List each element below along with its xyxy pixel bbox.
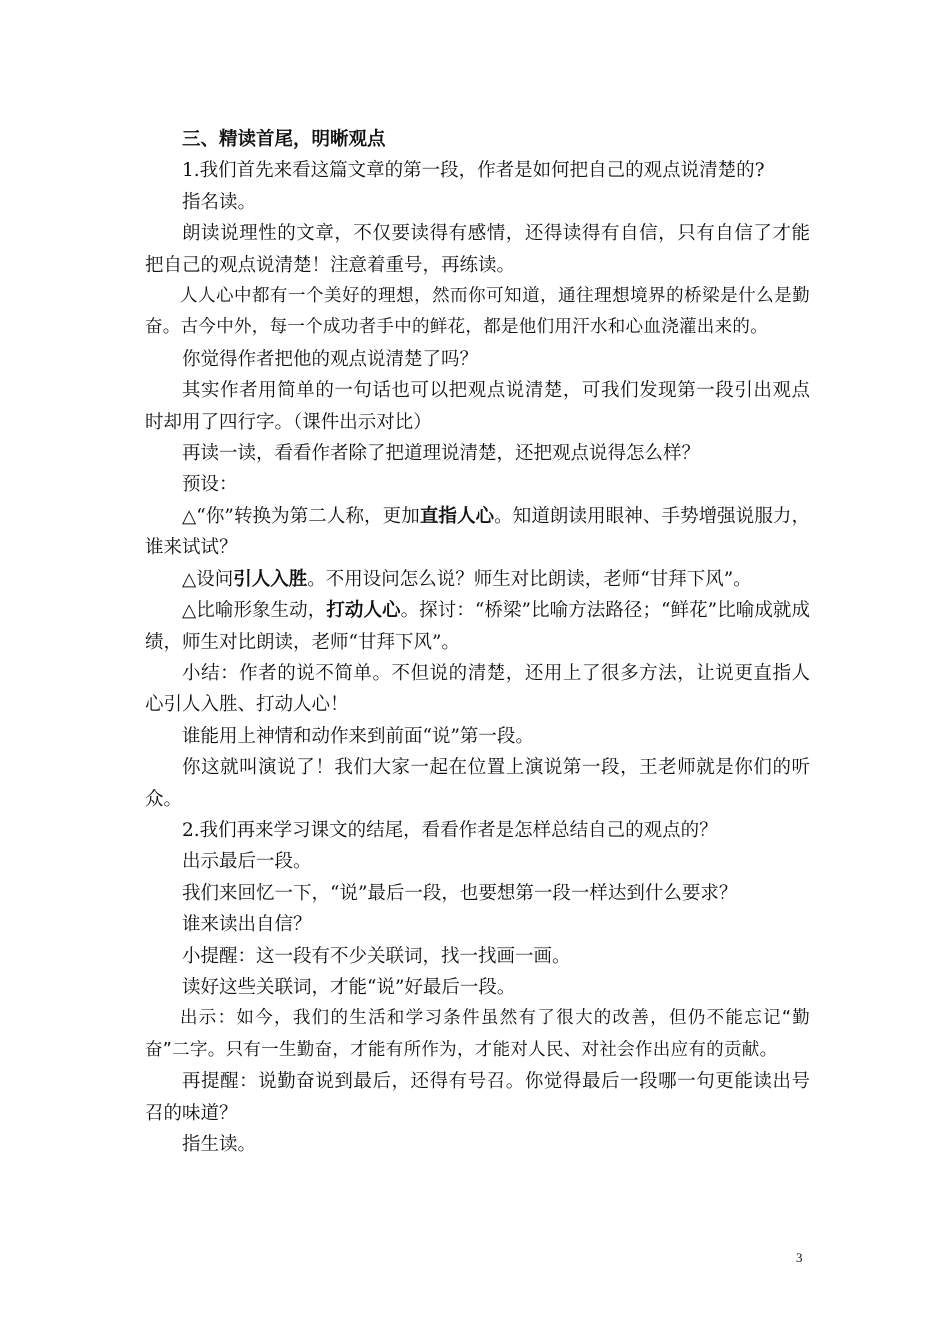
paragraph: 朗读说理性的文章，不仅要读得有感情，还得读得有自信，只有自信了才能把自己的观点说清楚！注意着重号，再练读。 xyxy=(145,223,810,276)
page-body xyxy=(145,124,810,1160)
text-run: 。探讨：“桥梁”比喻方法路径；“鲜花”比喻成就成绩，师生对比朗读，老师“甘拜下风”。 xyxy=(145,600,810,653)
text-run: 。知道朗读用眼神、手势增强说服力，谁来试试？ xyxy=(145,505,810,559)
paragraph: 谁能用上神情和动作来到前面“说”第一段。 xyxy=(182,725,534,747)
section-heading: 三、精读首尾，明晰观点 xyxy=(182,129,386,150)
text-run: 。不用设问怎么说？师生对比朗读，老师“甘拜下风”。 xyxy=(307,568,752,590)
paragraph: 指名读。 xyxy=(182,191,257,213)
paragraph: 再读一读，看看作者除了把道理说清楚，还把观点说得怎么样？ xyxy=(182,443,701,465)
paragraph: 小结：作者的说不简单。不但说的清楚，还用上了很多方法，让说更直指人心引人入胜、打动人心！ xyxy=(145,662,810,716)
paragraph xyxy=(145,595,810,658)
quoted-passage: 人人心中都有一个美好的理想，然而你可知道，通往理想境界的桥梁是什么是勤奋。古今中外，每一个成功者手中的鲜花，都是他们用汗水和心血浇灌出来的。 xyxy=(145,286,810,338)
paragraph xyxy=(145,564,810,595)
paragraph: 读好这些关联词，才能“说”好最后一段。 xyxy=(182,976,516,998)
paragraph: 其实作者用简单的一句话也可以把观点说清楚，可我们发现第一段引出观点时却用了四行字。（课件出示对比） xyxy=(145,380,810,433)
paragraph: 预设： xyxy=(182,474,238,496)
bold-phrase: 直指人心 xyxy=(419,505,495,527)
bold-phrase: 打动人心 xyxy=(326,600,401,622)
paragraph: 1.我们首先来看这篇文章的第一段，作者是如何把自己的观点说清楚的? xyxy=(182,160,765,182)
text-run: △“你”转换为第二人称，更加 xyxy=(182,505,420,527)
text-run: △比喻形象生动， xyxy=(182,600,327,622)
paragraph: 再提醒：说勤奋说到最后，还得有号召。你觉得最后一段哪一句更能读出号召的味道？ xyxy=(145,1071,810,1124)
bold-phrase: 引人入胜 xyxy=(233,568,308,590)
paragraph: 你这就叫演说了！我们大家一起在位置上演说第一段，王老师就是你们的听众。 xyxy=(145,757,810,810)
paragraph xyxy=(145,501,810,564)
paragraph: 我们来回忆一下，“说”最后一段，也要想第一段一样达到什么要求？ xyxy=(182,882,738,904)
page-number: 3 xyxy=(796,1250,803,1265)
paragraph: 2.我们再来学习课文的结尾，看看作者是怎样总结自己的观点的？ xyxy=(182,819,718,841)
text-run: △设问 xyxy=(182,568,234,590)
paragraph: 小提醒：这一段有不少关联词，找一找画一画。 xyxy=(182,945,571,967)
quoted-passage: 出示：如今，我们的生活和学习条件虽然有了很大的改善，但仍不能忘记“勤奋”二字。只有一生勤奋，才能有所作为，才能对人民、对社会作出应有的贡献。 xyxy=(145,1008,810,1060)
paragraph: 出示最后一段。 xyxy=(182,851,312,873)
paragraph: 指生读。 xyxy=(182,1134,257,1155)
paragraph: 谁来读出自信？ xyxy=(182,914,312,936)
paragraph: 你觉得作者把他的观点说清楚了吗？ xyxy=(182,348,479,370)
